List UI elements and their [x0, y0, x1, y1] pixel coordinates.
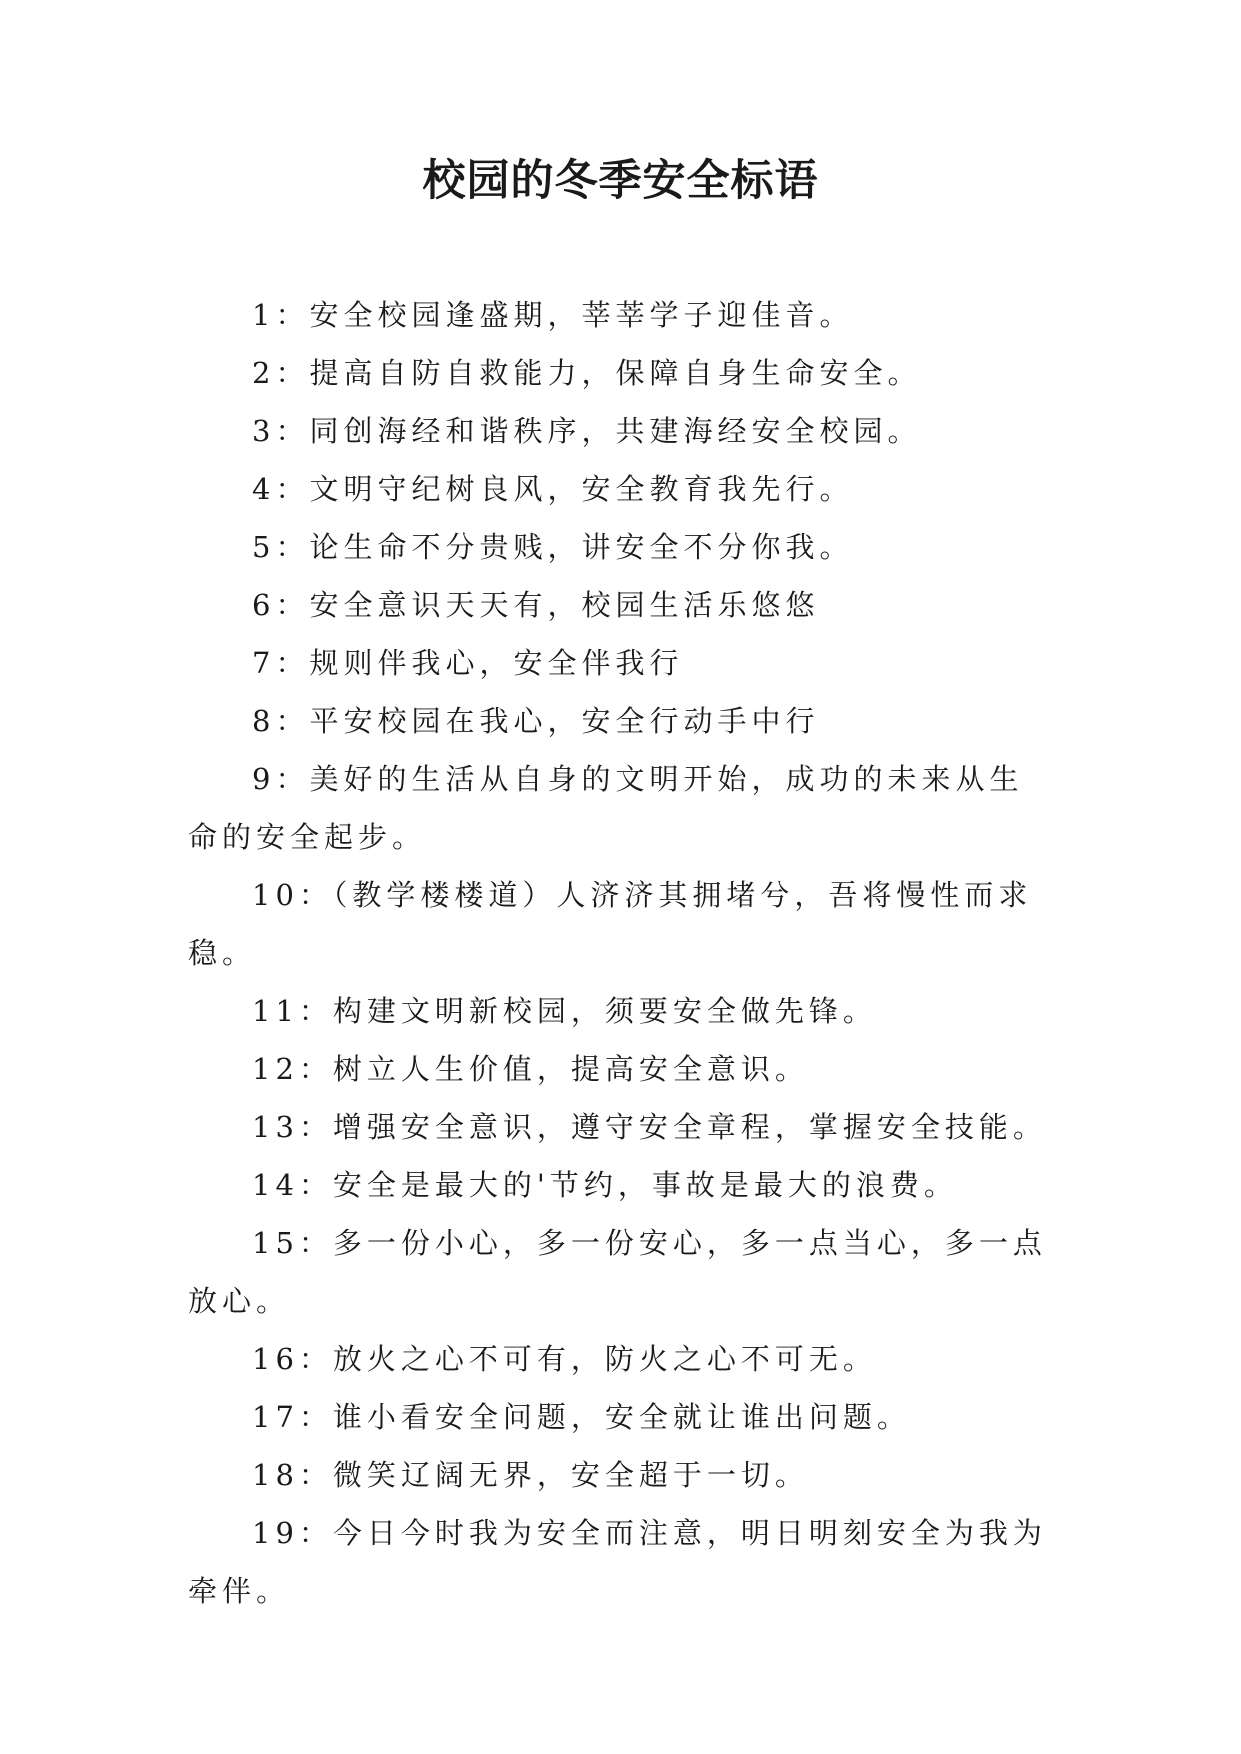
- slogan-paragraph-4: 4：文明守纪树良风，安全教育我先行。: [252, 472, 854, 506]
- slogan-paragraph-13: 13：增强安全意识，遵守安全章程，掌握安全技能。: [252, 1110, 1047, 1144]
- slogan-paragraph-18: 18：微笑辽阔无界，安全超于一切。: [252, 1458, 809, 1492]
- slogan-paragraph-2: 2：提高自防自救能力，保障自身生命安全。: [252, 356, 922, 390]
- slogan-paragraph-16: 16：放火之心不可有，防火之心不可无。: [252, 1342, 877, 1376]
- slogan-paragraph-7: 7：规则伴我心，安全伴我行: [252, 646, 684, 680]
- slogan-paragraph-1: 1：安全校园逢盛期，莘莘学子迎佳音。: [252, 298, 854, 332]
- slogan-paragraph-12: 12：树立人生价值，提高安全意识。: [252, 1052, 809, 1086]
- slogan-paragraph-14: 14：安全是最大的'节约，事故是最大的浪费。: [252, 1168, 958, 1202]
- slogan-paragraph-19: 19：今日今时我为安全而注意，明日明刻安全为我为牵伴。: [188, 1516, 1047, 1608]
- slogan-paragraph-17: 17：谁小看安全问题，安全就让谁出问题。: [252, 1400, 911, 1434]
- document-title: 校园的冬季安全标语: [422, 156, 819, 206]
- document-body: [188, 286, 1053, 1620]
- slogan-paragraph-11: 11：构建文明新校园，须要安全做先锋。: [252, 994, 877, 1028]
- slogan-paragraph-8: 8：平安校园在我心，安全行动手中行: [252, 704, 820, 738]
- slogan-paragraph-6: 6：安全意识天天有，校园生活乐悠悠: [252, 588, 820, 622]
- slogan-paragraph-9: 9：美好的生活从自身的文明开始，成功的未来从生命的安全起步。: [188, 762, 1024, 854]
- slogan-paragraph-5: 5：论生命不分贵贱，讲安全不分你我。: [252, 530, 854, 564]
- slogan-paragraph-10: 10：（教学楼楼道）人济济其拥堵兮，吾将慢性而求稳。: [188, 878, 1033, 970]
- slogan-paragraph-15: 15：多一份小心，多一份安心，多一点当心，多一点放心。: [188, 1226, 1047, 1318]
- slogan-paragraph-3: 3：同创海经和谐秩序，共建海经安全校园。: [252, 414, 922, 448]
